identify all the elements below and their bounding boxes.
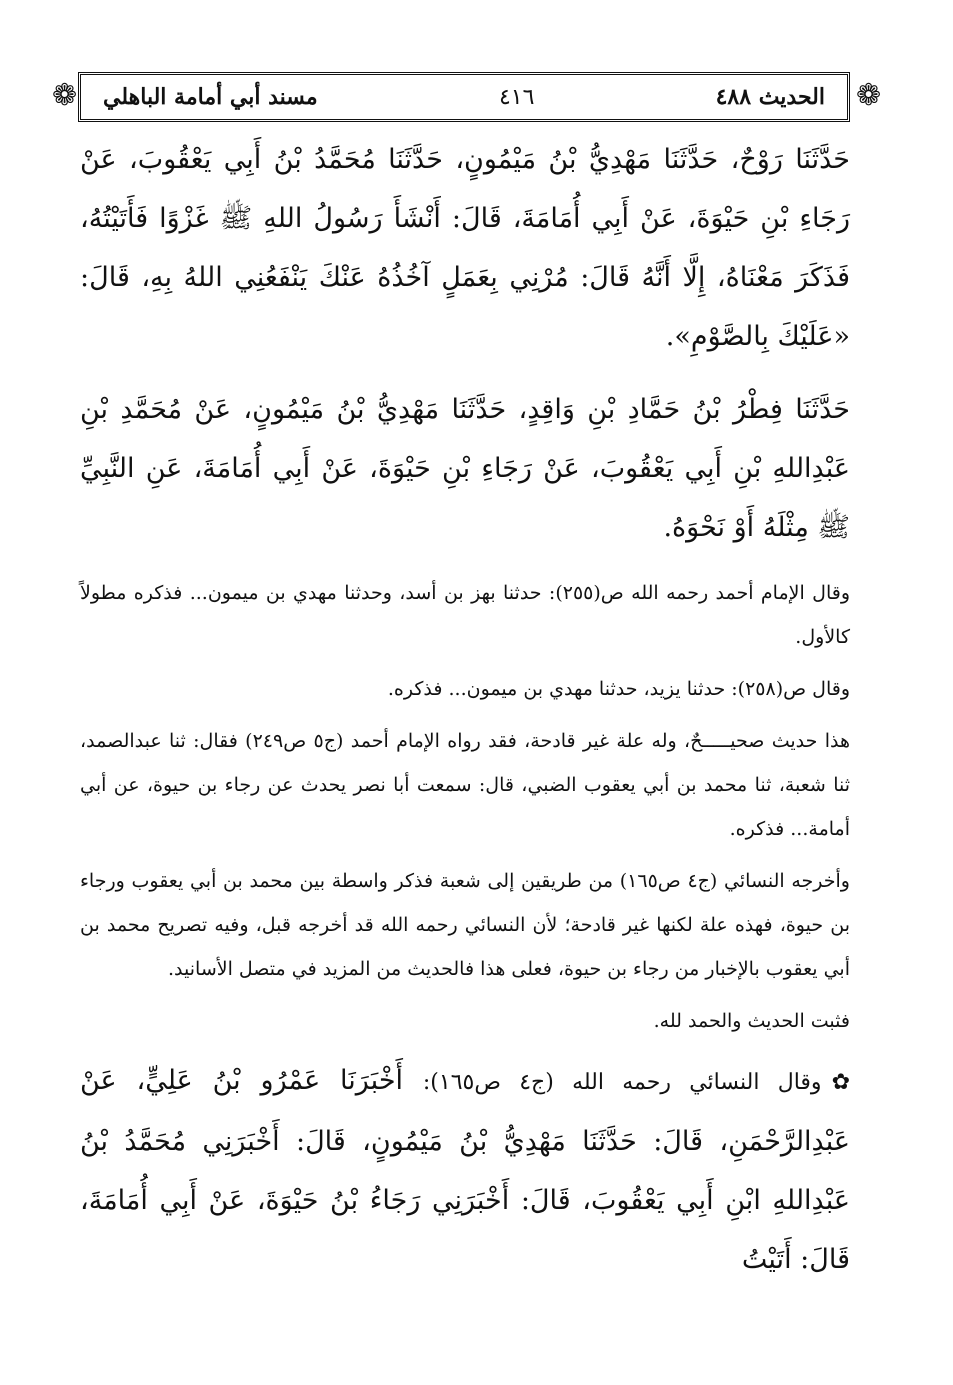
ornament-right-icon: ❁ bbox=[856, 78, 882, 113]
hadith-paragraph-1: حَدَّثَنَا رَوْحٌ، حَدَّثَنَا مَهْدِيُّ بْنُ مَيْمُونٍ، حَدَّثَنَا مُحَمَّدُ بْنُ أَبِي يَعْقُوبَ، عَنْ رَجَاءِ بْنِ حَيْوَةَ، عَنْ أَبِي أُمَامَةَ، قَالَ: أَنْشَأَ رَسُولُ اللهِ ﷺ غَزْوًا فَأَتَيْتُهُ، فَذَكَرَ مَعْنَاهُ، إِلَّا أَنَّهُ قَالَ: مُرْنِي بِعَمَلٍ آخُذُهُ عَنْكَ يَنْفَعُنِي اللهُ بِهِ، قَالَ: «عَلَيْكَ بِالصَّوْمِ». bbox=[80, 144, 850, 352]
hadith-3-text: أَخْبَرَنَا عَمْرُو بْنُ عَلِيٍّ، عَنْ عَبْدِالرَّحْمَنِ، قَالَ: حَدَّثَنَا مَهْدِيُّ بْنُ مَيْمُونٍ، قَالَ: أَخْبَرَنِي مُحَمَّدُ بْنُ عَبْدِاللهِ ابْنِ أَبِي يَعْقُوبَ، قَالَ: أَخْبَرَنِي رَجَاءُ بْنُ حَيْوَةَ، عَنْ أَبِي أُمَامَةَ، قَالَ: أَتَيْتُ bbox=[80, 1065, 850, 1275]
commentary-paragraph-4: وأخرجه النسائي (ج٤ ص١٦٥) من طريقين إلى شعبة فذكر واسطة بين محمد بن أبي يعقوب ورجاء بن حيوة، فهذه علة لكنها غير قادحة؛ لأن النسائي رحمه الله قد أخرجه قبل، وفيه تصريح محمد بن أبي يعقوب بالإخبار من رجاء بن حيوة، فعلى هذا فالحديث من المزيد في متصل الأسانيد. bbox=[80, 870, 850, 980]
hadith-paragraph-3 bbox=[80, 1051, 850, 1289]
hadith-lead: وقال النسائي رحمه الله (ج٤ ص١٦٥): bbox=[422, 1070, 822, 1095]
book-title: مسند أبي أمامة الباهلي bbox=[103, 84, 318, 110]
page-header bbox=[78, 72, 850, 122]
ornament-left-icon: ❁ bbox=[52, 78, 78, 113]
hadith-number: الحديث ٤٨٨ bbox=[715, 84, 825, 110]
commentary-paragraph-3: هذا حديث صحيـــــحٌ، وله علة غير قادحة، فقد رواه الإمام أحمد (ج٥ ص٢٤٩) فقال: ثنا عبدالصمد، ثنا شعبة، ثنا محمد بن أبي يعقوب الضبي، قال: سمعت أبا نصر يحدث عن رجاء بن حيوة، عن أبي أمامة... فذكره. bbox=[80, 730, 850, 840]
commentary-paragraph-1: وقال الإمام أحمد رحمه الله ص(٢٥٥): حدثنا بهز بن أسد، وحدثنا مهدي بن ميمون... فذكره مطولاً كالأول. bbox=[80, 582, 850, 648]
commentary-paragraph-5: فثبت الحديث والحمد لله. bbox=[653, 1010, 850, 1032]
page-body bbox=[80, 130, 850, 1303]
flower-marker-icon: ✿ bbox=[831, 1070, 850, 1095]
commentary-paragraph-2: وقال ص(٢٥٨): حدثنا يزيد، حدثنا مهدي بن ميمون... فذكره. bbox=[387, 678, 850, 700]
page-number: ٤١٦ bbox=[498, 84, 535, 110]
hadith-paragraph-2: حَدَّثَنَا فِطْرُ بْنُ حَمَّادِ بْنِ وَاقِدٍ، حَدَّثَنَا مَهْدِيُّ بْنُ مَيْمُونٍ، عَنْ مُحَمَّدِ بْنِ عَبْدِاللهِ بْنِ أَبِي يَعْقُوبَ، عَنْ رَجَاءِ بْنِ حَيْوَةَ، عَنْ أَبِي أُمَامَةَ، عَنِ النَّبِيِّ ﷺ مِثْلَهُ أَوْ نَحْوَهُ. bbox=[80, 394, 850, 543]
